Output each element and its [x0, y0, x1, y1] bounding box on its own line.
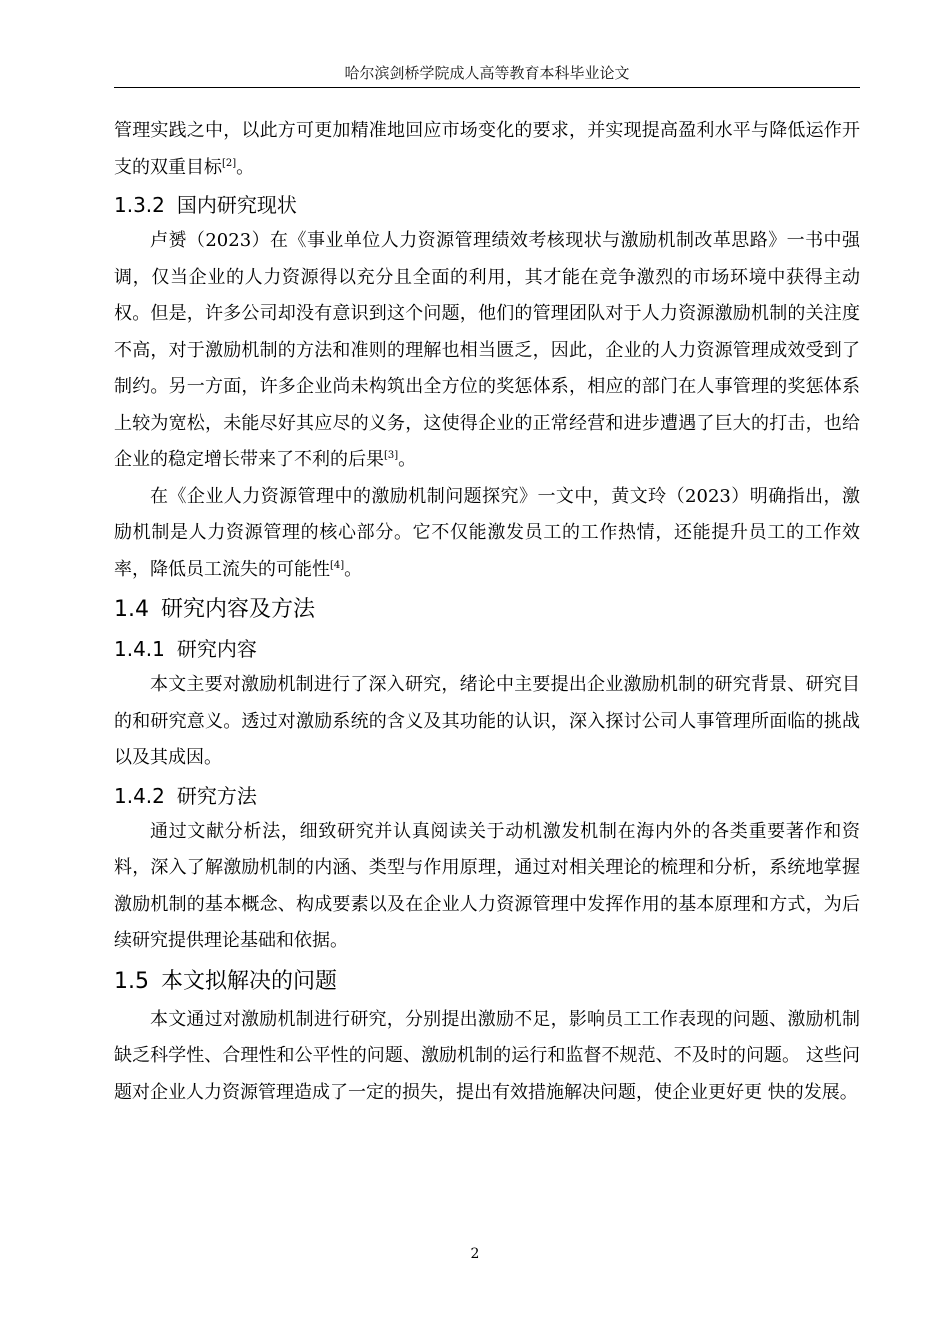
section-number: 1.4.2 [114, 783, 165, 808]
paragraph-lu-yun [114, 223, 860, 479]
paragraph-continued [114, 113, 860, 186]
paragraph-research-content: 本文主要对激励机制进行了深入研究，绪论中主要提出企业激励机制的研究背景、研究目的和研究意义。透过对激励系统的含义及其功能的认识，深入探讨公司人事管理所面临的挑战以及其成因。 [114, 674, 860, 768]
section-title: 研究方法 [176, 783, 257, 808]
section-title: 研究内容 [176, 637, 257, 661]
citation: [3] [384, 450, 399, 461]
paragraph-text: 在《企业人力资源管理中的激励机制问题探究》一文中，黄文玲（2023）明确指出，激励机制是人力资源管理的核心部分。它不仅能激发员工的工作热情，还能提升员工的工作效率，降低员工流失的可能性 [114, 485, 860, 580]
section-heading-1-4-1 [114, 630, 860, 667]
paragraph-end: 。 [236, 156, 255, 178]
section-number: 1.3.2 [114, 193, 165, 217]
running-header: 哈尔滨剑桥学院成人高等教育本科毕业论文 [344, 64, 630, 82]
section-heading-1-3-2 [114, 186, 860, 223]
section-number: 1.4.1 [114, 637, 165, 661]
citation: [2] [222, 157, 237, 169]
paragraph-end: 。 [344, 558, 363, 580]
section-heading-1-4-2 [114, 777, 860, 814]
section-number: 1.5 [114, 968, 149, 994]
section-title: 国内研究现状 [176, 193, 297, 217]
section-title: 研究内容及方法 [161, 597, 316, 622]
section-number: 1.4 [114, 597, 149, 622]
paragraph-text: 管理实践之中，以此方可更加精准地回应市场变化的要求，并实现提高盈利水平与降低运作开支的双重目标 [114, 120, 860, 178]
citation: [4] [330, 559, 345, 571]
paragraph-end: 。 [398, 449, 417, 470]
header-rule [114, 87, 860, 88]
page-number: 2 [470, 1246, 480, 1262]
paragraph-research-method: 通过文献分析法，细致研究并认真阅读关于动机激发机制在海内外的各类重要著作和资料，深入了解激励机制的内涵、类型与作用原理，通过对相关理论的梳理和分析，系统地掌握激励机制的基本概念、构成要素以及在企业人力资源管理中发挥作用的基本原理和方式，为后续研究提供理论基础和依据。 [114, 820, 860, 951]
section-title: 本文拟解决的问题 [161, 968, 338, 994]
section-heading-1-4 [114, 588, 860, 630]
paragraph-huang-wenling [114, 479, 860, 589]
page-content [114, 113, 860, 1111]
paragraph-text: 卢赟（2023）在《事业单位人力资源管理绩效考核现状与激励机制改革思路》一书中强调，仅当企业的人力资源得以充分且全面的利用，其才能在竞争激烈的市场环境中获得主动权。但是，许多公司却没有意识到这个问题，他们的管理团队对于人力资源激励机制的关注度不高，对于激励机制的方法和准则的理解也相当匮乏，因此，企业的人力资源管理成效受到了制约。另一方面，许多企业尚未构筑出全方位的奖惩体系，相应的部门在人事管理的奖惩体系上较为宽松，未能尽好其应尽的义务，这使得企业的正常经营和进步遭遇了巨大的打击，也给企业的稳定增长带来了不利的后果 [114, 230, 860, 470]
paragraph-problems: 本文通过对激励机制进行研究，分别提出激励不足，影响员工工作表现的问题、激励机制缺乏科学性、合理性和公平性的问题、激励机制的运行和监督不规范、不及时的问题。 这些问题对企业人力资源管理造成了一定的损失，提出有效措施解决问题，使企业更好更 快的发展。 [114, 1008, 860, 1103]
section-heading-1-5 [114, 960, 860, 1002]
